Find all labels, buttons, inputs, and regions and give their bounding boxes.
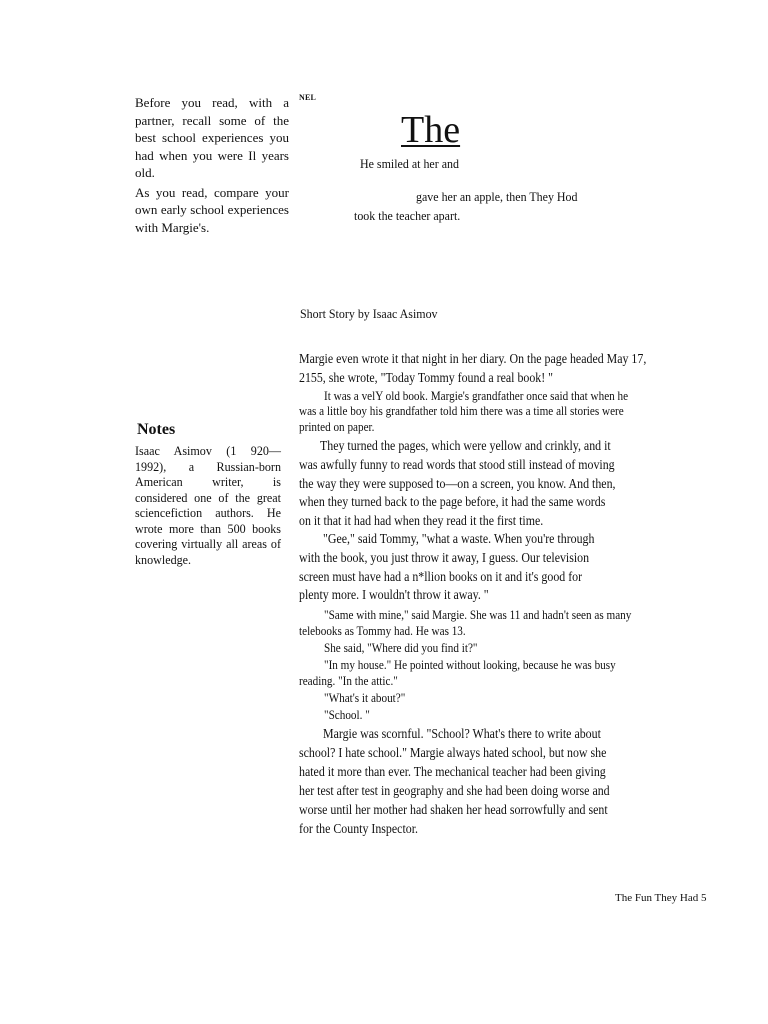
story-line: printed on paper.	[299, 419, 375, 434]
story-line: plenty more. I wouldn't throw it away. "	[299, 588, 489, 603]
story-line: They turned the pages, which were yellow and crinkly, and it	[320, 439, 611, 454]
story-line: Margie even wrote it that night in her diary. On the page headed May 17,	[299, 352, 647, 367]
byline: Short Story by Isaac Asimov	[300, 306, 438, 321]
notes-body: Isaac Asimov (1 920— 1992), a Russian-born American writer, is considered one of the great sciencefiction authors. He wrote more than 500 books covering virtually all areas of knowledge.	[135, 443, 282, 567]
story-line: was awfully funny to read words that stood still instead of moving	[299, 458, 615, 473]
story-line: on it that it had had when they read it the first time.	[299, 514, 544, 529]
story-line: hated it more than ever. The mechanical teacher had been giving	[299, 765, 606, 780]
page-title: The	[401, 109, 461, 151]
story-line: "In my house." He pointed without looking, because he was busy	[324, 657, 616, 672]
story-line: was a little boy his grandfather told him there was a time all stories were	[299, 403, 624, 418]
story-line: "School. "	[324, 707, 370, 722]
story-line: the way they were supposed to—on a screen, you know. And then,	[299, 477, 616, 492]
story-line: "What's it about?"	[324, 690, 406, 705]
deck-line-3: took the teacher apart.	[354, 208, 461, 223]
story-line: with the book, you just throw it away, I guess. Our television	[299, 551, 590, 566]
deck-line-1: He smiled at her and	[360, 156, 459, 171]
story-line: "Same with mine," said Margie. She was 11 and hadn't seen as many	[324, 607, 632, 622]
story-line: screen must have had a n*llion books on it and it's good for	[299, 570, 583, 585]
nel-label: NEL	[299, 93, 317, 102]
story-line: Margie was scornful. "School? What's there to write about	[323, 727, 601, 742]
story-line: 2155, she wrote, "Today Tommy found a real book! "	[299, 371, 554, 386]
page-footer: The Fun They Had 5	[615, 892, 707, 904]
story-line: her test after test in geography and she had been doing worse and	[299, 784, 610, 799]
story-line: reading. "In the attic."	[299, 673, 398, 688]
story-line: worse until her mother had shaken her head sorrowfully and sent	[299, 803, 608, 818]
deck-line-2: gave her an apple, then They Hod	[416, 189, 578, 204]
story-line: when they turned back to the page before, it had the same words	[299, 495, 606, 510]
story-line: school? I hate school." Margie always hated school, but now she	[299, 746, 607, 761]
story-line: telebooks as Tommy had. He was 13.	[299, 623, 466, 638]
story-line: "Gee," said Tommy, "what a waste. When you're through	[323, 532, 595, 547]
story-line: for the County Inspector.	[299, 822, 418, 837]
notes-heading: Notes	[137, 421, 176, 438]
as-read-text: As you read, compare your own early school experiences with Margie's.	[135, 184, 289, 235]
story-line: She said, "Where did you find it?"	[324, 640, 478, 655]
before-read-text: Before you read, with a partner, recall some of the best school experiences you had when you were Il years old.	[135, 95, 289, 180]
story-line: It was a velY old book. Margie's grandfather once said that when he	[324, 388, 629, 403]
